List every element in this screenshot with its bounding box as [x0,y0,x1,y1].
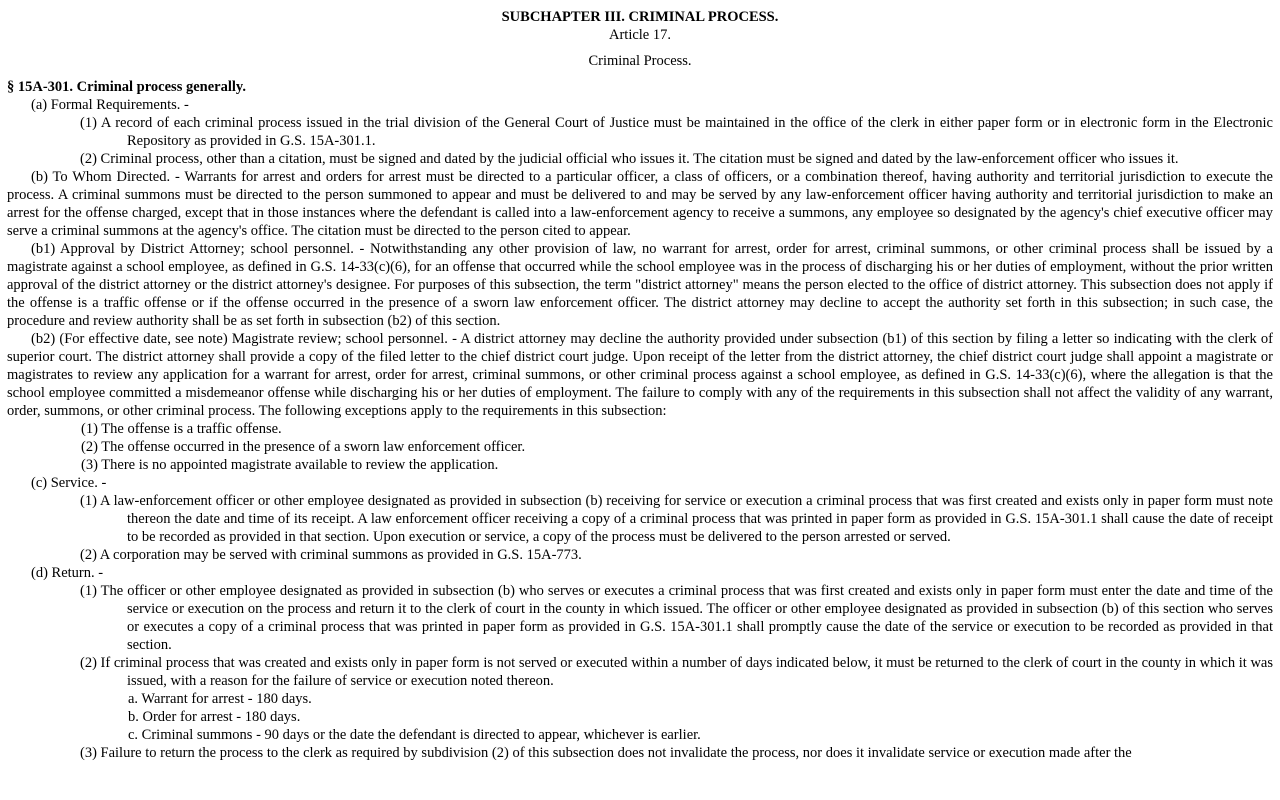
subsection-b2-item-1: (1) The offense is a traffic offense. [81,421,282,437]
subsection-b1: (b1) Approval by District Attorney; school personnel. - Notwithstanding any other provision of law, no warrant for arrest, order for arrest, criminal summons, or other criminal process shall be issued by a magistrate against a school employee, as defined in G.S. 14-33(c)(6), for an offense that occurred while the school employee was in the process of discharging his or her duties of employment, without the prior written approval of the district attorney or the district attorney's designee. For purposes of this subsection, the term "district attorney" means the person elected to the office of district attorney. This subsection does not apply if the offense is a traffic offense or if the offense occurred in the presence of a sworn law enforcement officer. The district attorney may decline to accept the authority set forth in this subsection; in such case, the procedure and review authority shall be as set forth in subsection (b2) of this section. [7,241,1273,329]
subsection-a-item-2: (2) Criminal process, other than a citation, must be signed and dated by the judicial official who issues it. The citation must be signed and dated by the law-enforcement officer who issues it. [80,151,1179,167]
subsection-a-heading: (a) Formal Requirements. - [31,97,189,113]
subsection-b: (b) To Whom Directed. - Warrants for arrest and orders for arrest must be directed to a particular officer, a class of officers, or a combination thereof, having authority and territorial jurisdiction to execute the process. A criminal summons must be directed to the person summoned to appear and must be delivered to and may be served by any law-enforcement officer having authority and territorial jurisdiction to make an arrest for the offense charged, except that in those instances where the defendant is called into a law-enforcement agency to receive a summons, any employee so designated by the agency's chief executive officer may serve a criminal summons at the agency's office. The citation must be directed to the person cited to appear. [7,169,1273,239]
subchapter-heading: SUBCHAPTER III. CRIMINAL PROCESS. [501,9,779,25]
subsection-a-item-1: (1) A record of each criminal process issued in the trial division of the General Court of Justice must be maintained in the office of the clerk in either paper form or in electronic form in the Electronic Repository as provided in G.S. 15A-301.1. [80,115,1273,149]
subsection-d-item-3: (3) Failure to return the process to the clerk as required by subdivision (2) of this subsection does not invalidate the process, nor does it invalidate service or execution made after the [80,745,1132,761]
article-number: Article 17. [608,27,671,43]
subsection-c-heading: (c) Service. - [31,475,107,491]
subsection-d-item-2: (2) If criminal process that was created and exists only in paper form is not served or executed within a number of days indicated below, it must be returned to the clerk of court in the county in which it was issued, with a reason for the failure of service or execution noted thereon. [80,655,1273,689]
subsection-d-subitem-b: b. Order for arrest - 180 days. [128,709,301,725]
subsection-d-item-1: (1) The officer or other employee designated as provided in subsection (b) who serves or executes a criminal process that was first created and exists only in paper form must enter the date and time of the service or execution on the process and return it to the clerk of court in the county in which issued. The officer or other employee designated as provided in subsection (b) of this section who serves or executes a copy of a criminal process that was printed in paper form as provided in G.S. 15A-301.1 shall promptly cause the date of the service or execution to be recorded as provided in that section. [80,583,1273,653]
subsection-b2-item-3: (3) There is no appointed magistrate available to review the application. [81,457,499,473]
statute-document [7,8,1273,762]
subsection-d-heading: (d) Return. - [31,565,104,581]
subsection-d-subitem-c: c. Criminal summons - 90 days or the date the defendant is directed to appear, whichever is earlier. [128,727,701,743]
section-title: § 15A-301. Criminal process generally. [7,79,246,95]
subsection-b2: (b2) (For effective date, see note) Magistrate review; school personnel. - A district attorney may decline the authority provided under subsection (b1) of this section by filing a letter so indicating with the clerk of superior court. The district attorney shall provide a copy of the filed letter to the chief district court judge. Upon receipt of the letter from the district attorney, the chief district court judge shall appoint a magistrate or magistrates to review any application for a warrant for arrest, order for arrest, criminal summons, or other criminal process against a school employee, as defined in G.S. 14-33(c)(6), where the allegation is that the school employee committed a misdemeanor offense while discharging his or her duties of employment. The failure to comply with any of the requirements in this subsection shall not affect the validity of any warrant, order, summons, or other criminal process. The following exceptions apply to the requirements in this subsection: [7,331,1273,419]
subsection-b2-item-2: (2) The offense occurred in the presence of a sworn law enforcement officer. [81,439,526,455]
article-title: Criminal Process. [588,53,692,69]
subsection-c-item-2: (2) A corporation may be served with criminal summons as provided in G.S. 15A-773. [80,547,582,563]
subsection-c-item-1: (1) A law-enforcement officer or other employee designated as provided in subsection (b) receiving for service or execution a criminal process that was first created and exists only in paper form must note thereon the date and time of its receipt. A law enforcement officer receiving a copy of a criminal process that was printed in paper form as provided in G.S. 15A-301.1 shall cause the date of receipt to be recorded as provided in that section. Upon execution or service, a copy of the process must be delivered to the person arrested or served. [80,493,1273,545]
subsection-d-subitem-a: a. Warrant for arrest - 180 days. [128,691,312,707]
